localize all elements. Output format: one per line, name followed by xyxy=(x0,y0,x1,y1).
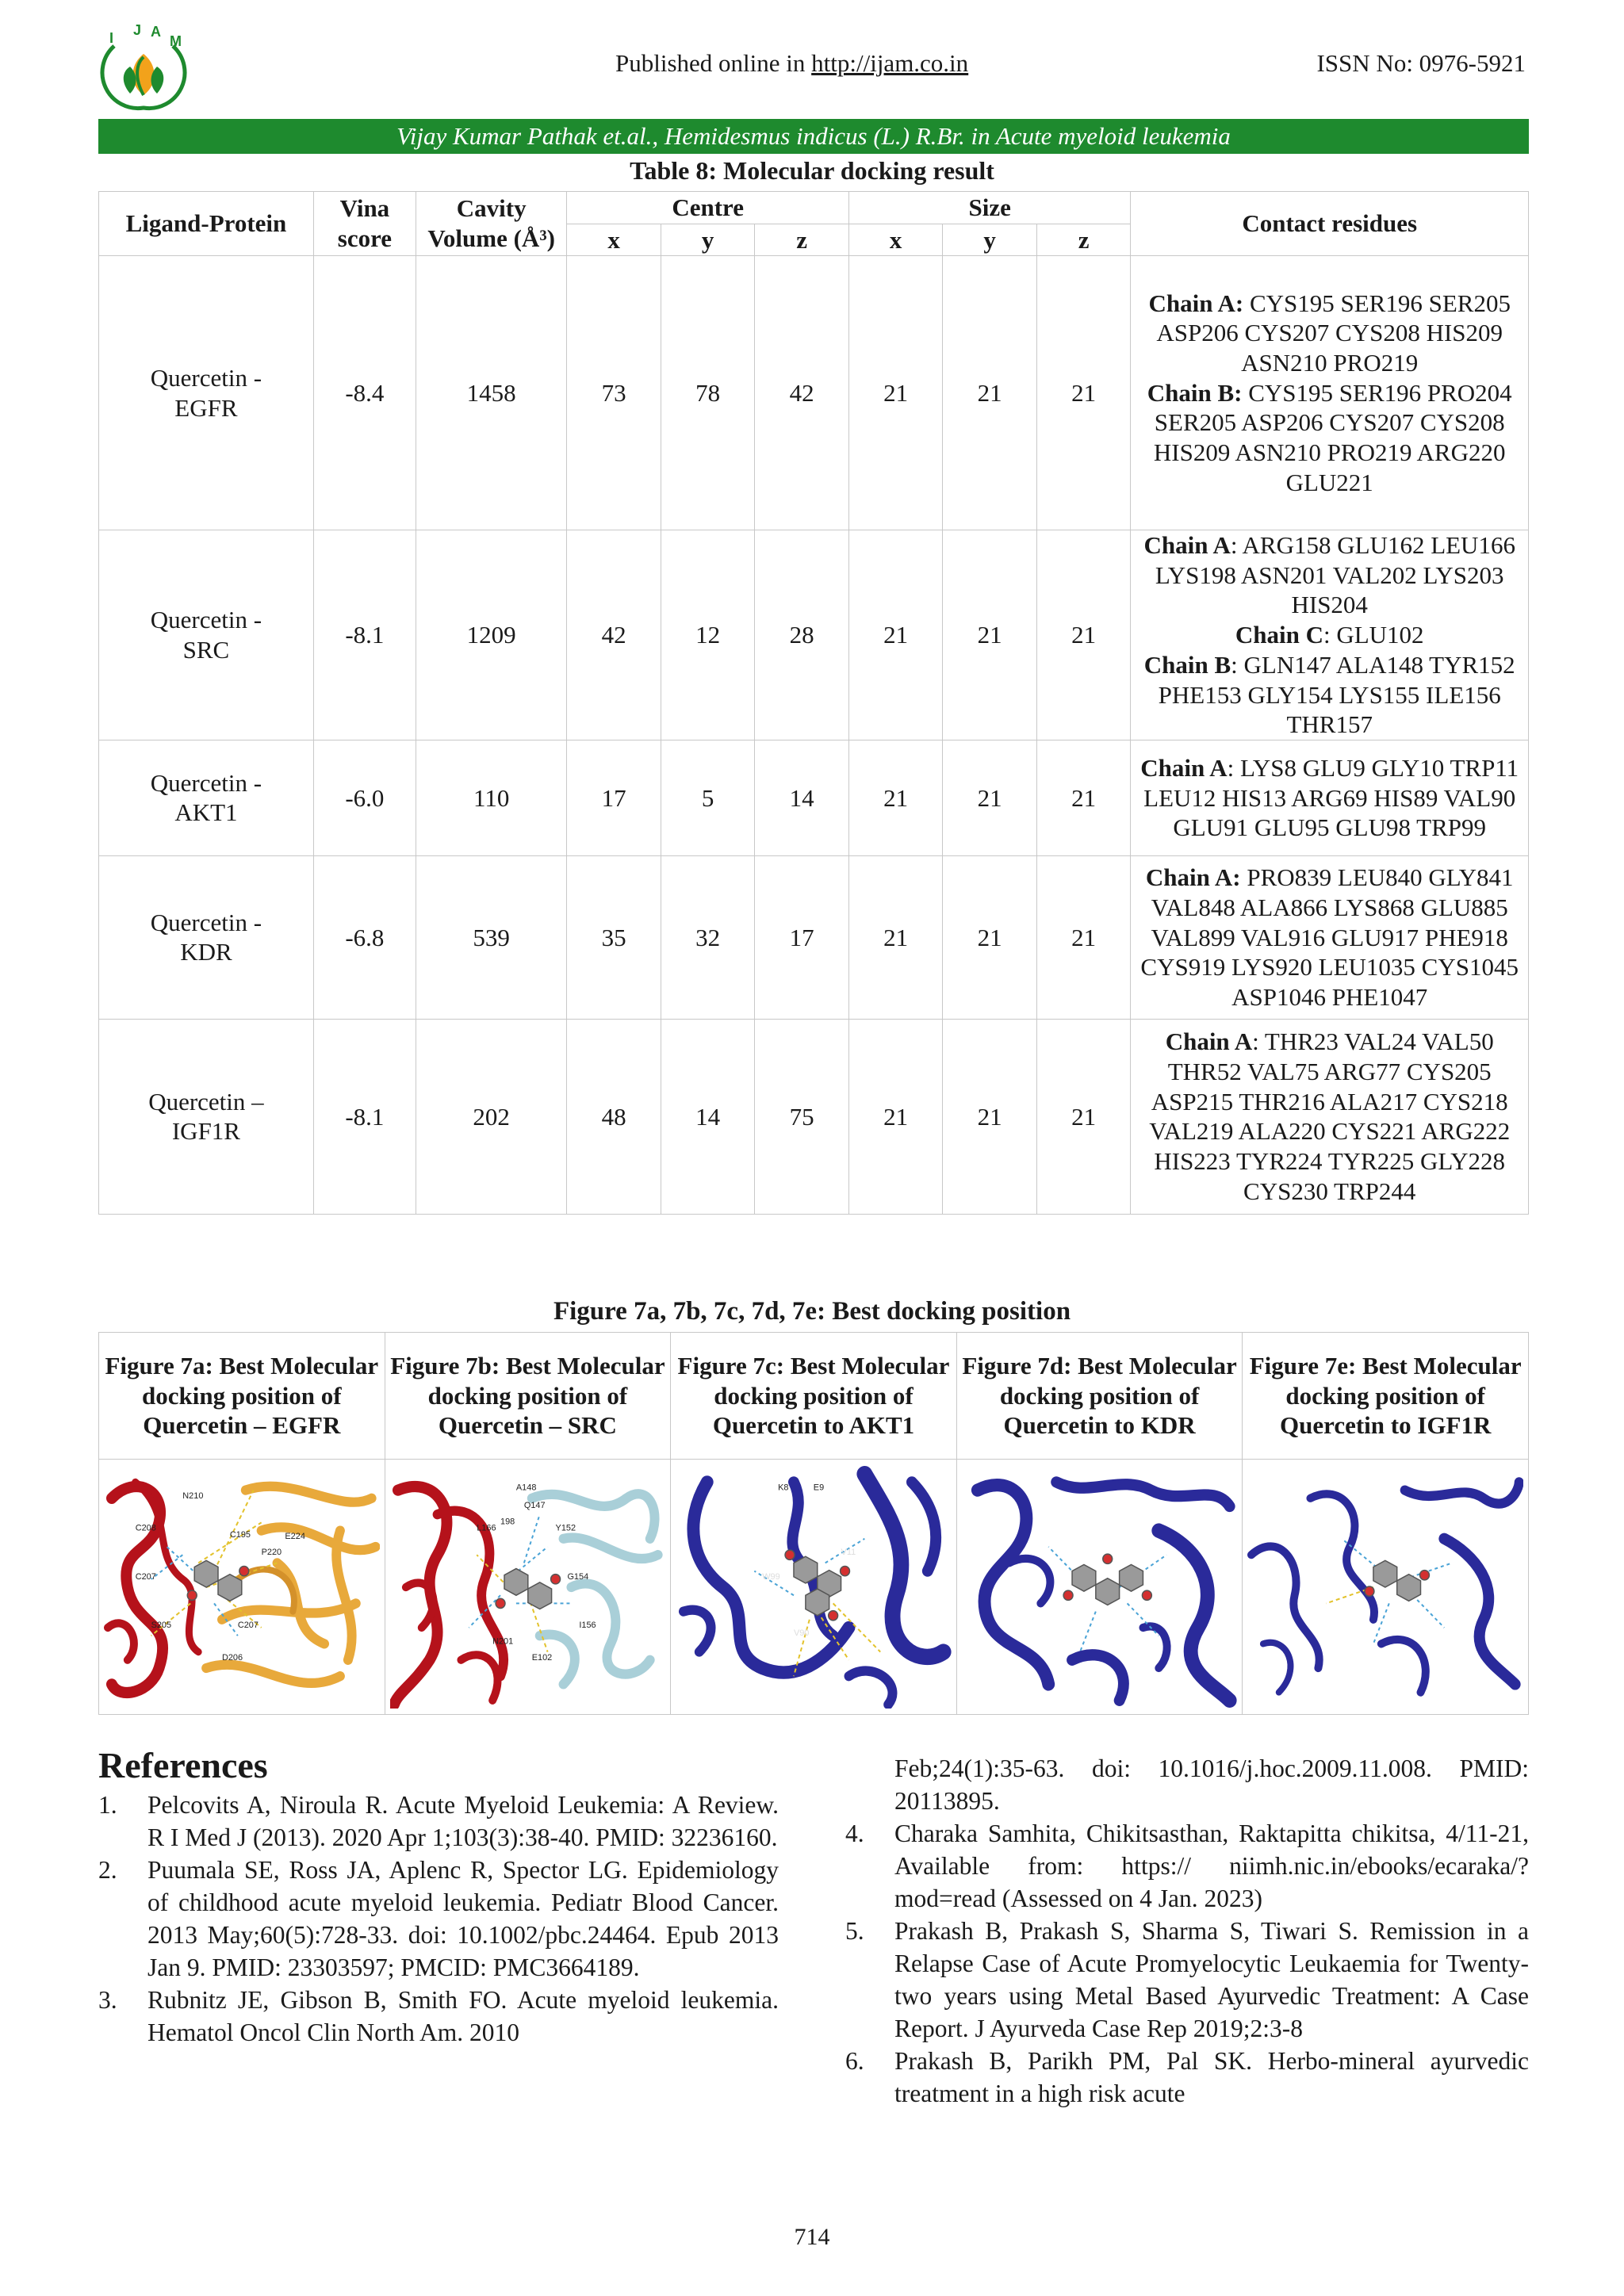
centre-z-cell: 75 xyxy=(755,1019,849,1214)
centre-x-cell: 42 xyxy=(567,530,661,740)
reference-number: 6. xyxy=(845,2047,864,2075)
vina-score-cell: -8.1 xyxy=(313,1019,416,1214)
header-centre-y: y xyxy=(661,224,755,256)
reference-text: Prakash B, Prakash S, Sharma S, Tiwari S. Remission in a Relapse Case of Acute Promyelocytic Leukaemia for Twenty-two years using Metal Based Ayurvedic Treatment: A Case Report. J Ayurveda Case Rep 2019;2:3-8 xyxy=(894,1917,1529,2042)
residue-list: CYS195 SER196 PRO204 SER205 ASP206 CYS207 CYS208 HIS209 ASN210 PRO219 ARG220 GLU221 xyxy=(1153,378,1512,496)
cavity-volume-cell: 1209 xyxy=(416,530,566,740)
chain-residue-group xyxy=(1147,379,1512,496)
svg-text:V90: V90 xyxy=(794,1628,810,1638)
contact-residues-cell xyxy=(1131,855,1529,1019)
contact-residues-cell xyxy=(1131,530,1529,740)
published-text: Published online in xyxy=(615,49,812,77)
header-size: Size xyxy=(848,192,1131,224)
contact-residues-cell xyxy=(1131,740,1529,855)
chain-residue-group xyxy=(1149,1027,1510,1205)
svg-text:E9: E9 xyxy=(813,1482,825,1493)
chain-residue-group xyxy=(1143,531,1515,618)
header-ligand-protein: Ligand-Protein xyxy=(99,192,314,256)
protein-ribbon-kdr-icon xyxy=(962,1466,1238,1709)
reference-text: Feb;24(1):35-63. doi: 10.1016/j.hoc.2009.11.008. PMID: 20113895. xyxy=(894,1755,1529,1815)
figure-7c-caption: Figure 7c: Best Molecular docking position of Quercetin to AKT1 xyxy=(671,1333,957,1460)
issn-number: ISSN No: 0976-5921 xyxy=(1316,49,1526,77)
size-z-cell: 21 xyxy=(1036,740,1131,855)
reference-item xyxy=(845,1915,1529,2045)
header-centre: Centre xyxy=(567,192,849,224)
figure-7b-caption: Figure 7b: Best Molecular docking position of Quercetin – SRC xyxy=(385,1333,671,1460)
svg-text:C207: C207 xyxy=(237,1620,259,1630)
centre-x-cell: 73 xyxy=(567,256,661,530)
header-contact-residues: Contact residues xyxy=(1131,192,1529,256)
centre-z-cell: 17 xyxy=(755,855,849,1019)
svg-text:V11: V11 xyxy=(841,1547,856,1557)
centre-y-cell: 32 xyxy=(661,855,755,1019)
protein-ribbon-igf1r-icon xyxy=(1247,1466,1523,1709)
chain-residue-group xyxy=(1235,621,1424,649)
residue-list: PRO839 LEU840 GLY841 VAL848 ALA866 LYS868 GLU885 VAL899 VAL916 GLU917 PHE918 CYS919 LYS920 LEU1035 CYS1045 ASP1046 PHE1047 xyxy=(1140,863,1519,1011)
vina-score-cell: -8.4 xyxy=(313,256,416,530)
reference-item xyxy=(98,1789,779,1854)
references-heading: References xyxy=(98,1745,268,1785)
reference-text: Rubnitz JE, Gibson B, Smith FO. Acute myeloid leukemia. Hematol Oncol Clin North Am. 2010 xyxy=(147,1986,779,2046)
size-x-cell: 21 xyxy=(848,1019,943,1214)
ligand-protein-cell: Quercetin - AKT1 xyxy=(99,740,314,855)
centre-y-cell: 14 xyxy=(661,1019,755,1214)
svg-text:J: J xyxy=(133,22,142,38)
svg-text:M: M xyxy=(170,33,182,49)
article-running-header: Vijay Kumar Pathak et.al., Hemidesmus indicus (L.) R.Br. in Acute myeloid leukemia xyxy=(98,119,1529,154)
reference-item xyxy=(98,1984,779,2049)
reference-number: 5. xyxy=(845,1917,864,1945)
residue-list: : GLU102 xyxy=(1323,621,1424,649)
cavity-volume-cell: 110 xyxy=(416,740,566,855)
svg-text:C195: C195 xyxy=(229,1529,251,1540)
table-title: Table 8: Molecular docking result xyxy=(630,156,994,185)
centre-y-cell: 12 xyxy=(661,530,755,740)
reference-text: Pelcovits A, Niroula R. Acute Myeloid Leukemia: A Review. R I Med J (2013). 2020 Apr 1;103(3):38-40. PMID: 32236160. xyxy=(147,1791,779,1851)
figure-7d-image xyxy=(956,1460,1243,1715)
svg-text:Q147: Q147 xyxy=(523,1500,546,1510)
cavity-volume-cell: 539 xyxy=(416,855,566,1019)
ligand-protein-cell: Quercetin - EGFR xyxy=(99,256,314,530)
journal-url-link[interactable]: http://ijam.co.in xyxy=(811,49,969,77)
reference-text: Prakash B, Parikh PM, Pal SK. Herbo-mineral ayurvedic treatment in a high risk acute xyxy=(894,2047,1529,2107)
cavity-volume-cell: 1458 xyxy=(416,256,566,530)
svg-text:N201: N201 xyxy=(492,1636,513,1646)
residue-list: CYS195 SER196 SER205 ASP206 CYS207 CYS208 HIS209 ASN210 PRO219 xyxy=(1156,289,1511,377)
size-x-cell: 21 xyxy=(848,855,943,1019)
figure-7d-caption: Figure 7d: Best Molecular docking position of Quercetin to KDR xyxy=(956,1333,1243,1460)
chain-residue-group xyxy=(1144,651,1515,738)
published-online-line xyxy=(615,49,968,78)
size-z-cell: 21 xyxy=(1036,855,1131,1019)
vina-score-cell: -6.8 xyxy=(313,855,416,1019)
header-size-y: y xyxy=(943,224,1037,256)
chain-label: Chain B xyxy=(1143,650,1231,679)
figure-group-title: Figure 7a, 7b, 7c, 7d, 7e: Best docking position xyxy=(553,1297,1071,1326)
references-left-column xyxy=(98,1789,779,2049)
size-x-cell: 21 xyxy=(848,740,943,855)
ligand-protein-cell: Quercetin - SRC xyxy=(99,530,314,740)
figure-7c-image xyxy=(671,1460,957,1715)
centre-z-cell: 28 xyxy=(755,530,849,740)
centre-y-cell: 5 xyxy=(661,740,755,855)
size-y-cell: 21 xyxy=(943,740,1037,855)
svg-text:C207: C207 xyxy=(135,1571,156,1582)
reference-item xyxy=(845,1817,1529,1915)
header-cavity-volume: Cavity Volume (Å³) xyxy=(416,192,566,256)
svg-text:N210: N210 xyxy=(182,1490,204,1501)
figure-7a-image xyxy=(99,1460,385,1715)
centre-z-cell: 14 xyxy=(755,740,849,855)
centre-x-cell: 48 xyxy=(567,1019,661,1214)
size-y-cell: 21 xyxy=(943,855,1037,1019)
svg-text:198: 198 xyxy=(500,1516,515,1526)
chain-label: Chain A: xyxy=(1145,863,1241,892)
chain-label: Chain C xyxy=(1235,621,1323,649)
figure-7a-caption: Figure 7a: Best Molecular docking position of Quercetin – EGFR xyxy=(99,1333,385,1460)
chain-residue-group xyxy=(1140,863,1519,1011)
journal-logo xyxy=(98,22,189,117)
svg-text:S205: S205 xyxy=(151,1620,172,1630)
figure-7e-image xyxy=(1243,1460,1529,1715)
vina-score-cell: -8.1 xyxy=(313,530,416,740)
size-z-cell: 21 xyxy=(1036,1019,1131,1214)
reference-number: 2. xyxy=(98,1856,117,1884)
svg-text:Y152: Y152 xyxy=(555,1522,576,1533)
ligand-protein-cell: Quercetin – IGF1R xyxy=(99,1019,314,1214)
header-size-z: z xyxy=(1036,224,1131,256)
residue-list: : THR23 VAL24 VAL50 THR52 VAL75 ARG77 CYS205 ASP215 THR216 ALA217 CYS218 VAL219 ALA220 CYS221 ARG222 HIS223 TYR224 TYR225 GLY228 CYS230 TRP244 xyxy=(1149,1027,1511,1205)
reference-item xyxy=(845,2045,1529,2110)
size-y-cell: 21 xyxy=(943,530,1037,740)
svg-text:E102: E102 xyxy=(531,1652,552,1663)
svg-text:D206: D206 xyxy=(221,1652,243,1663)
chain-label: Chain A: xyxy=(1148,289,1244,317)
chain-label: Chain B: xyxy=(1147,378,1243,407)
reference-number: 3. xyxy=(98,1986,117,2014)
svg-text:W99: W99 xyxy=(762,1571,780,1582)
svg-text:L166: L166 xyxy=(476,1522,496,1533)
figure-7b-image xyxy=(385,1460,671,1715)
residue-list: : ARG158 GLU162 LEU166 LYS198 ASN201 VAL202 LYS203 HIS204 xyxy=(1155,531,1515,619)
contact-residues-cell xyxy=(1131,256,1529,530)
centre-z-cell: 42 xyxy=(755,256,849,530)
reference-item xyxy=(98,1854,779,1984)
residue-list: : LYS8 GLU9 GLY10 TRP11 LEU12 HIS13 ARG69 HIS89 VAL90 GLU91 GLU95 GLU98 TRP99 xyxy=(1143,753,1519,842)
size-y-cell: 21 xyxy=(943,1019,1037,1214)
figure-7e-caption: Figure 7e: Best Molecular docking position of Quercetin to IGF1R xyxy=(1243,1333,1529,1460)
reference-item-continued xyxy=(845,1752,1529,1817)
residue-list: : GLN147 ALA148 TYR152 PHE153 GLY154 LYS155 ILE156 THR157 xyxy=(1158,650,1515,739)
centre-y-cell: 78 xyxy=(661,256,755,530)
header-size-x: x xyxy=(848,224,943,256)
page-number: 714 xyxy=(794,2224,830,2250)
contact-residues-cell xyxy=(1131,1019,1529,1214)
svg-text:A148: A148 xyxy=(515,1482,536,1493)
svg-text:K8: K8 xyxy=(778,1482,789,1493)
svg-text:E224: E224 xyxy=(285,1531,305,1541)
protein-ribbon-egfr-icon xyxy=(104,1466,380,1709)
size-z-cell: 21 xyxy=(1036,530,1131,740)
svg-text:C208: C208 xyxy=(135,1522,156,1533)
centre-x-cell: 35 xyxy=(567,855,661,1019)
protein-ribbon-akt1-icon xyxy=(676,1466,952,1709)
docking-table-row xyxy=(99,530,1529,740)
docking-results-table xyxy=(98,191,1529,1215)
chain-residue-group xyxy=(1148,289,1511,377)
size-y-cell: 21 xyxy=(943,256,1037,530)
chain-label: Chain A xyxy=(1165,1027,1253,1056)
svg-text:G154: G154 xyxy=(567,1571,588,1582)
docking-table-row xyxy=(99,740,1529,855)
docking-table-row xyxy=(99,855,1529,1019)
cavity-volume-cell: 202 xyxy=(416,1019,566,1214)
size-z-cell: 21 xyxy=(1036,256,1131,530)
chain-label: Chain A xyxy=(1143,531,1231,559)
chain-label: Chain A xyxy=(1140,753,1228,782)
docking-table-row xyxy=(99,1019,1529,1214)
svg-text:I156: I156 xyxy=(578,1620,596,1630)
docking-table-row xyxy=(99,256,1529,530)
size-x-cell: 21 xyxy=(848,530,943,740)
centre-x-cell: 17 xyxy=(567,740,661,855)
reference-text: Charaka Samhita, Chikitsasthan, Raktapitta chikitsa, 4/11-21, Available from: https:// niimh.nic.in/ebooks/ecaraka/?mod=read (Assessed on 4 Jan. 2023) xyxy=(894,1820,1529,1912)
ligand-protein-cell: Quercetin - KDR xyxy=(99,855,314,1019)
protein-ribbon-src-icon xyxy=(390,1466,666,1709)
svg-text:P220: P220 xyxy=(261,1547,282,1557)
docking-figures-table xyxy=(98,1332,1529,1715)
size-x-cell: 21 xyxy=(848,256,943,530)
header-centre-x: x xyxy=(567,224,661,256)
reference-number: 1. xyxy=(98,1791,117,1819)
header-centre-z: z xyxy=(755,224,849,256)
references-right-column xyxy=(845,1752,1529,2110)
vina-score-cell: -6.0 xyxy=(313,740,416,855)
chain-residue-group xyxy=(1140,754,1519,841)
reference-number: 4. xyxy=(845,1820,864,1847)
svg-text:I: I xyxy=(109,30,114,46)
reference-text: Puumala SE, Ross JA, Aplenc R, Spector LG. Epidemiology of childhood acute myeloid leukemia. Pediatr Blood Cancer. 2013 May;60(5):728-33. doi: 10.1002/pbc.24464. Epub 2013 Jan 9. PMID: 23303597; PMCID: PMC3664189. xyxy=(147,1856,779,1981)
svg-text:A: A xyxy=(151,24,161,40)
header-vina-score: Vina score xyxy=(313,192,416,256)
